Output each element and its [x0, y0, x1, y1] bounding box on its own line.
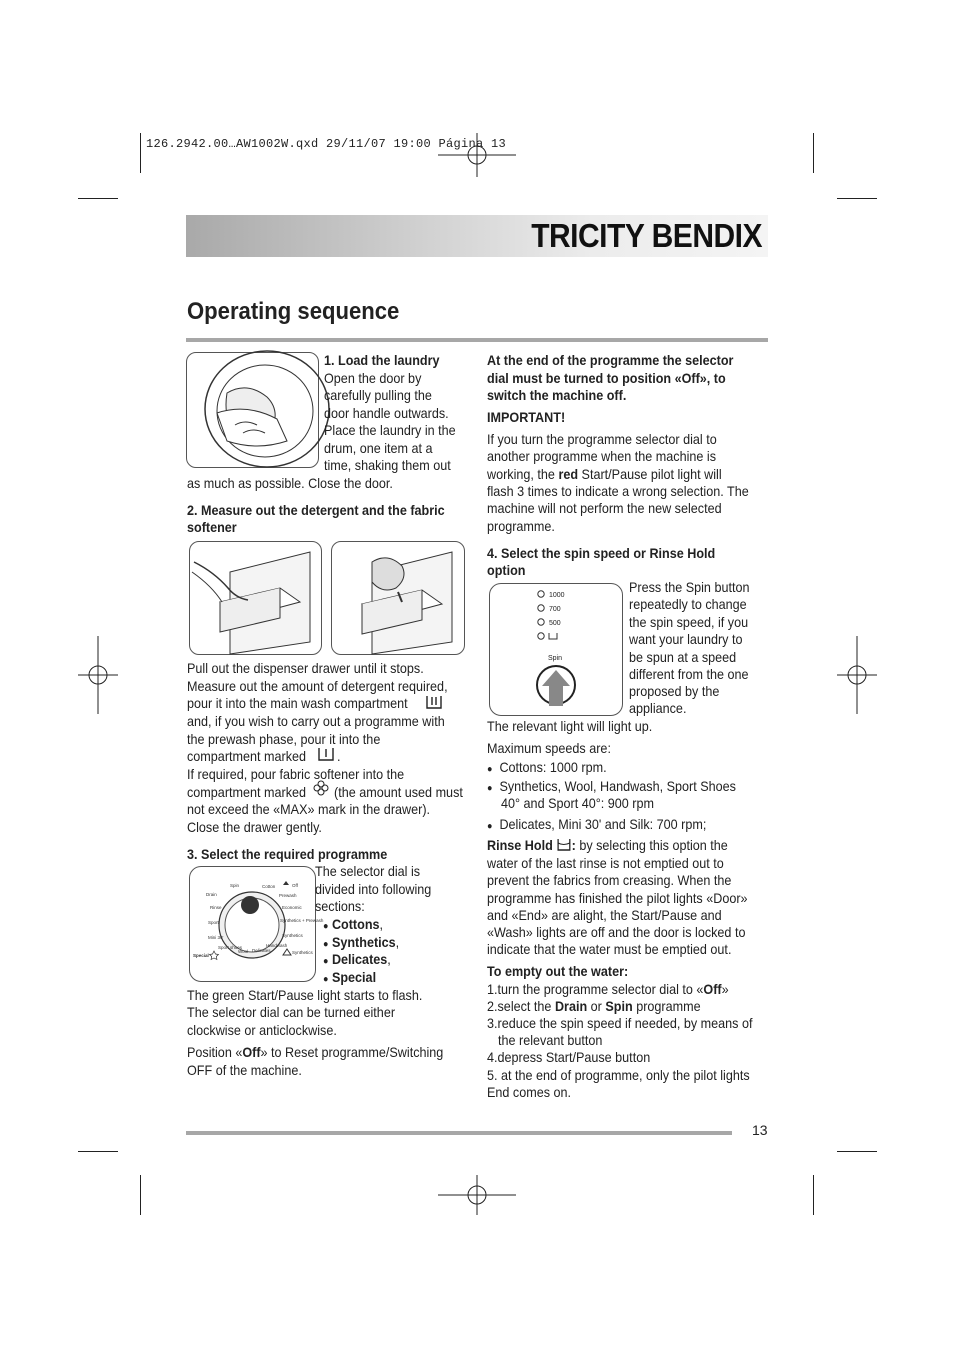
- dial-label: Delicates: [252, 948, 271, 953]
- step4-line: repeatedly to change: [629, 596, 747, 612]
- step1-line: carefully pulling the: [324, 387, 432, 403]
- spin-speed-label: 1000: [549, 592, 565, 599]
- dial-label: Economic: [282, 905, 302, 910]
- rinse-hold-icon: [556, 838, 571, 851]
- max-speeds-heading: Maximum speeds are:: [487, 740, 611, 756]
- rinse-hold-line: Rinse Hold : by selecting this option the: [487, 837, 728, 853]
- speed-item: 40° and Sport 40°: 900 rpm: [501, 795, 654, 811]
- dial-label: Spin: [230, 883, 240, 888]
- step2-line: Close the drawer gently.: [187, 819, 322, 835]
- step4-heading: 4. Select the spin speed or Rinse Hold: [487, 545, 716, 561]
- speed-item: ● Delicates, Mini 30' and Silk: 700 rpm;: [487, 816, 707, 832]
- registration-target-icon: [837, 636, 877, 714]
- spin-speed-label: 700: [549, 606, 561, 613]
- important-line: another programme when the machine is: [487, 448, 717, 464]
- step4-light-note: The relevant light will light up.: [487, 718, 653, 734]
- important-line: working, the red Start/Pause pilot light will: [487, 466, 722, 482]
- rinse-hold-line: «Wash» lights are off and the door is locked to: [487, 924, 746, 940]
- step4-line: Press the Spin button: [629, 579, 750, 595]
- step2-heading: softener: [187, 519, 237, 535]
- crop-mark: [837, 1151, 877, 1152]
- dial-section-delicates: ● Delicates,: [323, 951, 391, 967]
- load-laundry-illustration: [186, 352, 319, 468]
- step4-heading: option: [487, 562, 526, 578]
- dial-label: Wool: [238, 949, 249, 954]
- dial-label: Handwash: [266, 943, 288, 948]
- important-line: flash 3 times to indicate a wrong selection. The: [487, 483, 749, 499]
- registration-target-icon: [438, 1175, 516, 1215]
- empty-step: 1.turn the programme selector dial to «Off»: [487, 981, 729, 997]
- dial-label: Special: [193, 953, 209, 958]
- important-line: machine will not perform the new selected: [487, 500, 722, 516]
- rinse-hold-line: programme has finished the pilot lights «Door»: [487, 890, 748, 906]
- step2-line: Pull out the dispenser drawer until it stops.: [187, 660, 424, 676]
- step3-after: The selector dial can be turned either: [187, 1004, 396, 1020]
- prewash-compartment-icon: [317, 747, 335, 761]
- empty-step: 2.select the Drain or Spin programme: [487, 998, 701, 1014]
- step2-line: and, if you wish to carry out a programme with: [187, 713, 445, 729]
- rinse-hold-line: water of the last rinse is not emptied out to: [487, 855, 724, 871]
- detergent-pour-illustration: [331, 541, 465, 655]
- step2-line: compartment marked: [187, 784, 307, 800]
- step2-line: the prewash phase, pour it into the: [187, 731, 381, 747]
- dial-label: Off: [292, 883, 298, 888]
- step2-line: not exceed the «MAX» mark in the drawer).: [187, 801, 431, 817]
- step4-line: appliance.: [629, 700, 687, 716]
- dial-section-special: ● Special: [323, 969, 377, 985]
- crop-mark: [140, 133, 141, 173]
- step2-line: pour it into the main wash compartment: [187, 695, 408, 711]
- empty-step: 5. at the end of programme, only the pilot lights: [487, 1067, 750, 1083]
- dispenser-drawer-illustration: [189, 541, 322, 655]
- step1-line: Place the laundry in the: [324, 422, 456, 438]
- step1-line: as much as possible. Close the door.: [187, 475, 393, 491]
- header-banner: [186, 215, 768, 257]
- dial-label: Synthetics: [292, 950, 313, 955]
- step3-line: sections:: [315, 898, 365, 914]
- end-note: switch the machine off.: [487, 387, 627, 403]
- dial-label: Rinse: [210, 905, 222, 910]
- step2-line: compartment marked: [187, 748, 307, 764]
- empty-step: 3.reduce the spin speed if needed, by means of: [487, 1015, 753, 1031]
- empty-step: End comes on.: [487, 1084, 572, 1100]
- step4-line: be spun at a speed: [629, 649, 737, 665]
- step1-line: time, shaking them out: [324, 457, 451, 473]
- crop-mark: [837, 198, 877, 199]
- step3-after: clockwise or anticlockwise.: [187, 1022, 337, 1038]
- rinse-hold-line: indicate that the water must be emptied out.: [487, 941, 732, 957]
- step4-line: the spin speed, if you: [629, 614, 749, 630]
- crop-mark: [813, 133, 814, 173]
- dial-label: Prewash: [279, 893, 297, 898]
- step4-line: different from the one: [629, 666, 749, 682]
- registration-target-icon: [78, 636, 118, 714]
- rinse-hold-line: prevent the fabrics from creasing. When the: [487, 872, 732, 888]
- dial-label: Synthetics: [282, 933, 303, 938]
- step3-heading: 3. Select the required programme: [187, 846, 388, 862]
- off-position-note: OFF of the machine.: [187, 1062, 302, 1078]
- crop-mark: [813, 1175, 814, 1215]
- empty-step: 4.depress Start/Pause button: [487, 1049, 651, 1065]
- dial-section-synthetics: ● Synthetics,: [323, 934, 400, 950]
- step1-line: Open the door by: [324, 370, 422, 386]
- step3-line: divided into following: [315, 881, 432, 897]
- important-line: If you turn the programme selector dial to: [487, 431, 717, 447]
- step3-line: The selector dial is: [315, 863, 421, 879]
- step2-line: (the amount used must: [334, 784, 463, 800]
- crop-mark: [78, 1151, 118, 1152]
- step1-line: drum, one item at a: [324, 440, 433, 456]
- title-rule: [186, 338, 768, 342]
- dial-label: Synthetics + Prewash: [280, 918, 324, 923]
- step2-line: Measure out the amount of detergent required,: [187, 678, 448, 694]
- spin-panel-illustration: [489, 583, 623, 716]
- period: .: [337, 748, 341, 764]
- page-title: Operating sequence: [187, 298, 400, 325]
- dial-section-cottons: ● Cottons,: [323, 916, 384, 932]
- programme-selector-dial: [189, 866, 324, 982]
- important-line: programme.: [487, 518, 555, 534]
- main-wash-compartment-icon: [425, 695, 443, 709]
- empty-water-heading: To empty out the water:: [487, 963, 629, 979]
- empty-step: the relevant button: [498, 1032, 603, 1048]
- step4-line: proposed by the: [629, 683, 720, 699]
- step1-line: door handle outwards.: [324, 405, 449, 421]
- footer-rule: [186, 1131, 732, 1135]
- spin-button-label: Spin: [548, 655, 563, 662]
- important-heading: IMPORTANT!: [487, 409, 566, 425]
- print-slug: 126.2942.00…AW1002W.qxd 29/11/07 19:00 Página 13: [146, 137, 507, 151]
- off-position-note: Position «Off» to Reset programme/Switching: [187, 1044, 444, 1060]
- step1-heading: 1. Load the laundry: [324, 352, 440, 368]
- brand-logo: TRICITY BENDIX: [531, 218, 762, 255]
- step3-after: The green Start/Pause light starts to flash.: [187, 987, 423, 1003]
- dial-label: Cotton: [262, 884, 276, 889]
- page-number: 13: [752, 1122, 768, 1138]
- dial-label: Sport shoes: [218, 945, 243, 950]
- step2-heading: 2. Measure out the detergent and the fabric: [187, 502, 445, 518]
- dial-label: Sport: [208, 920, 219, 925]
- spin-speed-label: 500: [549, 620, 561, 627]
- end-note: At the end of the programme the selector: [487, 352, 734, 368]
- dial-label: Mini 30': [208, 935, 224, 940]
- speed-item: ● Synthetics, Wool, Handwash, Sport Shoes: [487, 778, 736, 794]
- step2-line: If required, pour fabric softener into the: [187, 766, 405, 782]
- dial-label: Drain: [206, 892, 217, 897]
- fabric-softener-flower-icon: [313, 780, 329, 796]
- crop-mark: [78, 198, 118, 199]
- rinse-hold-line: and «End» are alight, the Start/Pause and: [487, 907, 722, 923]
- step4-line: want your laundry to: [629, 631, 743, 647]
- crop-mark: [140, 1175, 141, 1215]
- end-note: dial must be turned to position «Off», to: [487, 370, 726, 386]
- speed-item: ● Cottons: 1000 rpm.: [487, 759, 607, 775]
